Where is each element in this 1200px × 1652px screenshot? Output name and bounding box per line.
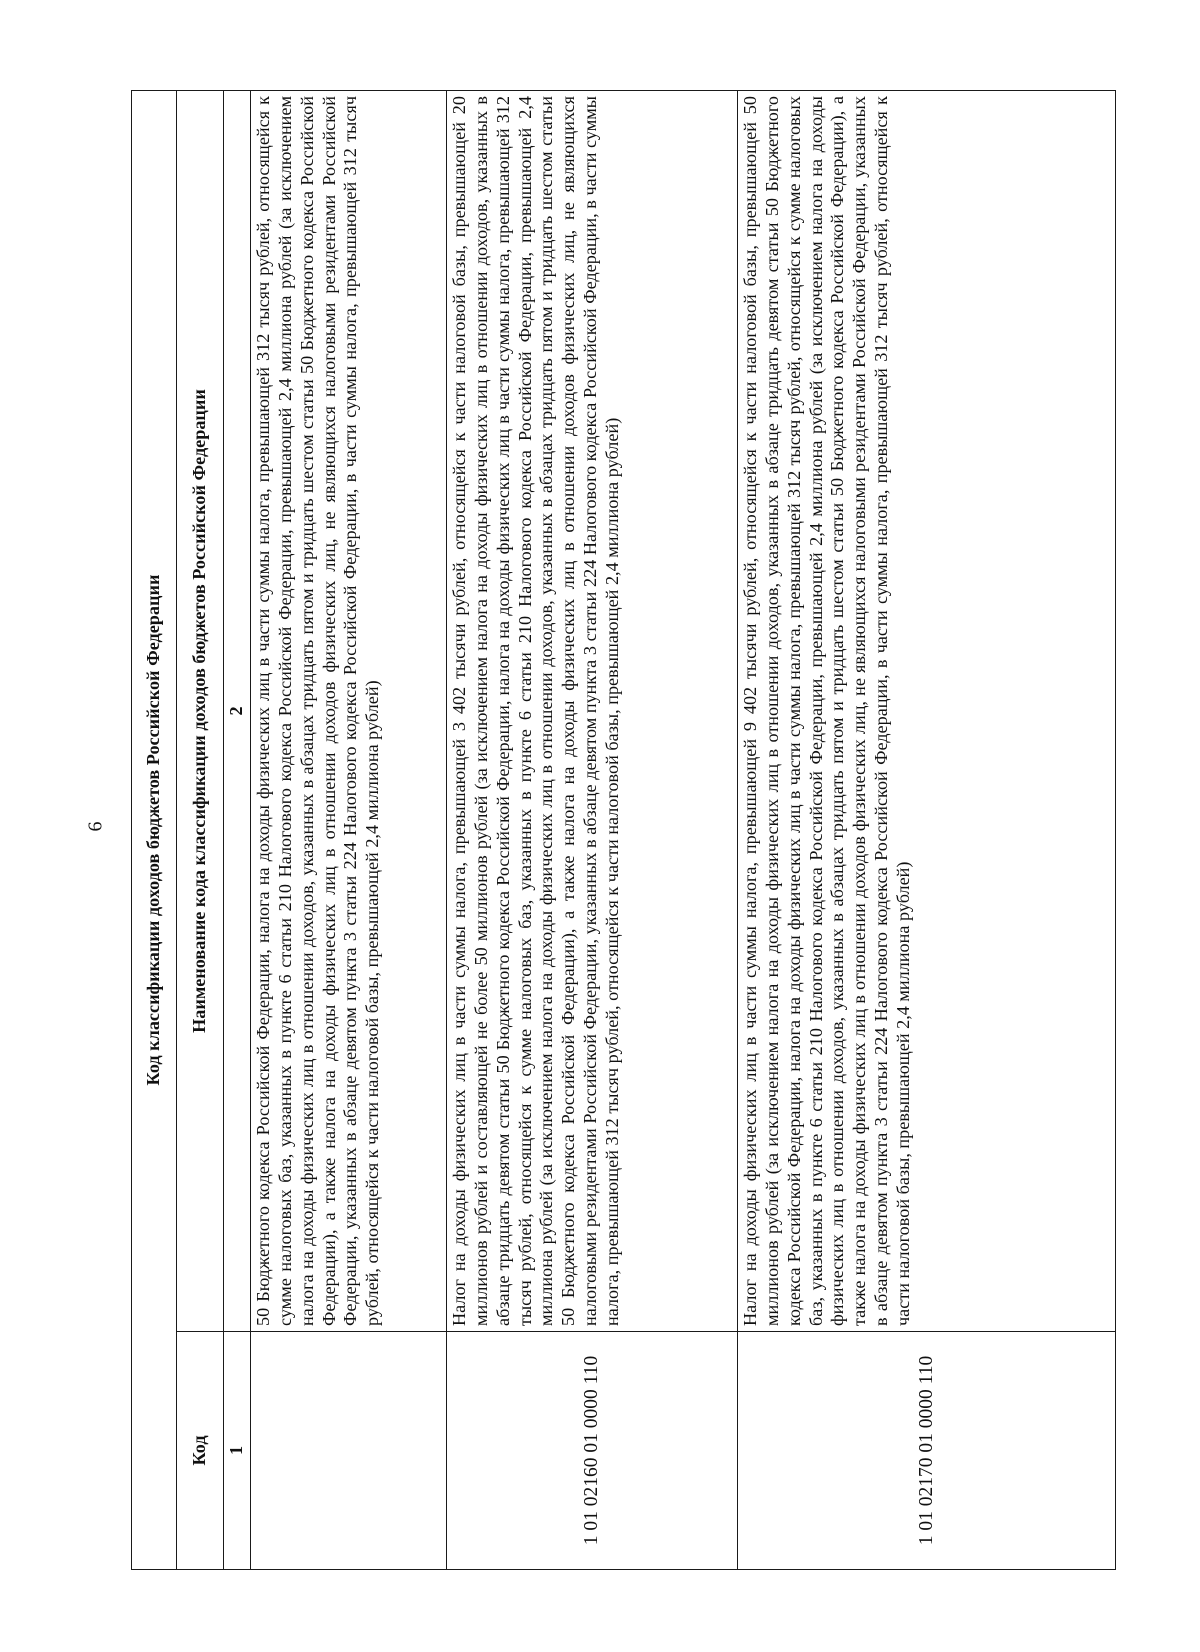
row-code: 1 01 02160 01 0000 110: [447, 1332, 738, 1570]
column-number-2: 2: [224, 91, 251, 1332]
row-code: 1 01 02170 01 0000 110: [738, 1332, 1116, 1570]
row-code: [251, 1332, 447, 1570]
header-classification-code: Код классификации доходов бюджетов Российской Федерации: [132, 91, 177, 1570]
row-name: Налог на доходы физических лиц в части суммы налога, превышающей 3 402 тысячи рублей, относящейся к части налоговой базы, превышающей 20 миллионов рублей и составляющей не более 50 миллионов рублей (за исключением налога на доходы физических лиц в отношении доходов, указанных в абзаце тридцать девятом статьи 50 Бюджетного кодекса Российской Федерации, налога на доходы физических лиц в части суммы налога, превышающей 312 тысяч рублей, относящейся к сумме налоговых баз, указанных в пункте 6 статьи 210 Налогового кодекса Российской Федерации, превышающей 2,4 миллиона рублей (за исключением налога на доходы физических лиц в отношении доходов, указанных в абзацах тридцать пятом и тридцать шестом статьи 50 Бюджетного кодекса Российской Федерации), а также налога на доходы физических лиц в отношении доходов физических лиц, не являющихся налоговыми резидентами Российской Федерации, указанных в абзаце девятом пункта 3 статьи 224 Налогового кодекса Российской Федерации, в части суммы налога, превышающей 312 тысяч рублей, относящейся к части налоговой базы, превышающей 2,4 миллиона рублей): [447, 91, 738, 1332]
rotated-page-content: [131, 90, 1100, 1570]
row-name: Налог на доходы физических лиц в части суммы налога, превышающей 9 402 тысячи рублей, относящейся к части налоговой базы, превышающей 50 миллионов рублей (за исключением налога на доходы физических лиц в отношении доходов, указанных в абзаце тридцать девятом статьи 50 Бюджетного кодекса Российской Федерации, налога на доходы физических лиц в части суммы налога, превышающей 312 тысяч рублей, относящейся к сумме налоговых баз, указанных в пункте 6 статьи 210 Налогового кодекса Российской Федерации, превышающей 2,4 миллиона рублей (за исключением налога на доходы физических лиц в отношении доходов, указанных в абзацах тридцать пятом и тридцать шестом статьи 50 Бюджетного кодекса Российской Федерации), а также налога на доходы физических лиц в отношении доходов физических лиц, не являющихся налоговыми резидентами Российской Федерации, указанных в абзаце девятом пункта 3 статьи 224 Налогового кодекса Российской Федерации, в части суммы налога, превышающей 312 тысяч рублей, относящейся к части налоговой базы, превышающей 2,4 миллиона рублей): [738, 91, 1116, 1332]
header-code: Код: [177, 1332, 224, 1570]
table-row: [251, 91, 447, 1570]
header-name: Наименование кода классификации доходов бюджетов Российской Федерации: [177, 91, 224, 1332]
row-name: 50 Бюджетного кодекса Российской Федерации, налога на доходы физических лиц в части суммы налога, превышающей 312 тысяч рублей, относящейся к сумме налоговых баз, указанных в пункте 6 статьи 210 Налогового кодекса Российской Федерации, превышающей 2,4 миллиона рублей (за исключением налога на доходы физических лиц в отношении доходов, указанных в абзацах тридцать пятом и тридцать шестом статьи 50 Бюджетного кодекса Российской Федерации), а также налога на доходы физических лиц в отношении доходов физических лиц, не являющихся налоговыми резидентами Российской Федерации, указанных в абзаце девятом пункта 3 статьи 224 Налогового кодекса Российской Федерации, в части суммы налога, превышающей 312 тысяч рублей, относящейся к части налоговой базы, превышающей 2,4 миллиона рублей): [251, 91, 447, 1332]
column-number-1: 1: [224, 1332, 251, 1570]
table-header-row: [177, 91, 224, 1570]
column-numbers-row: [224, 91, 251, 1570]
table-row: [738, 91, 1116, 1570]
table-header-group-row: [132, 91, 177, 1570]
income-classification-table: [131, 90, 1116, 1570]
page-number: 6: [84, 821, 107, 832]
table-row: [447, 91, 738, 1570]
